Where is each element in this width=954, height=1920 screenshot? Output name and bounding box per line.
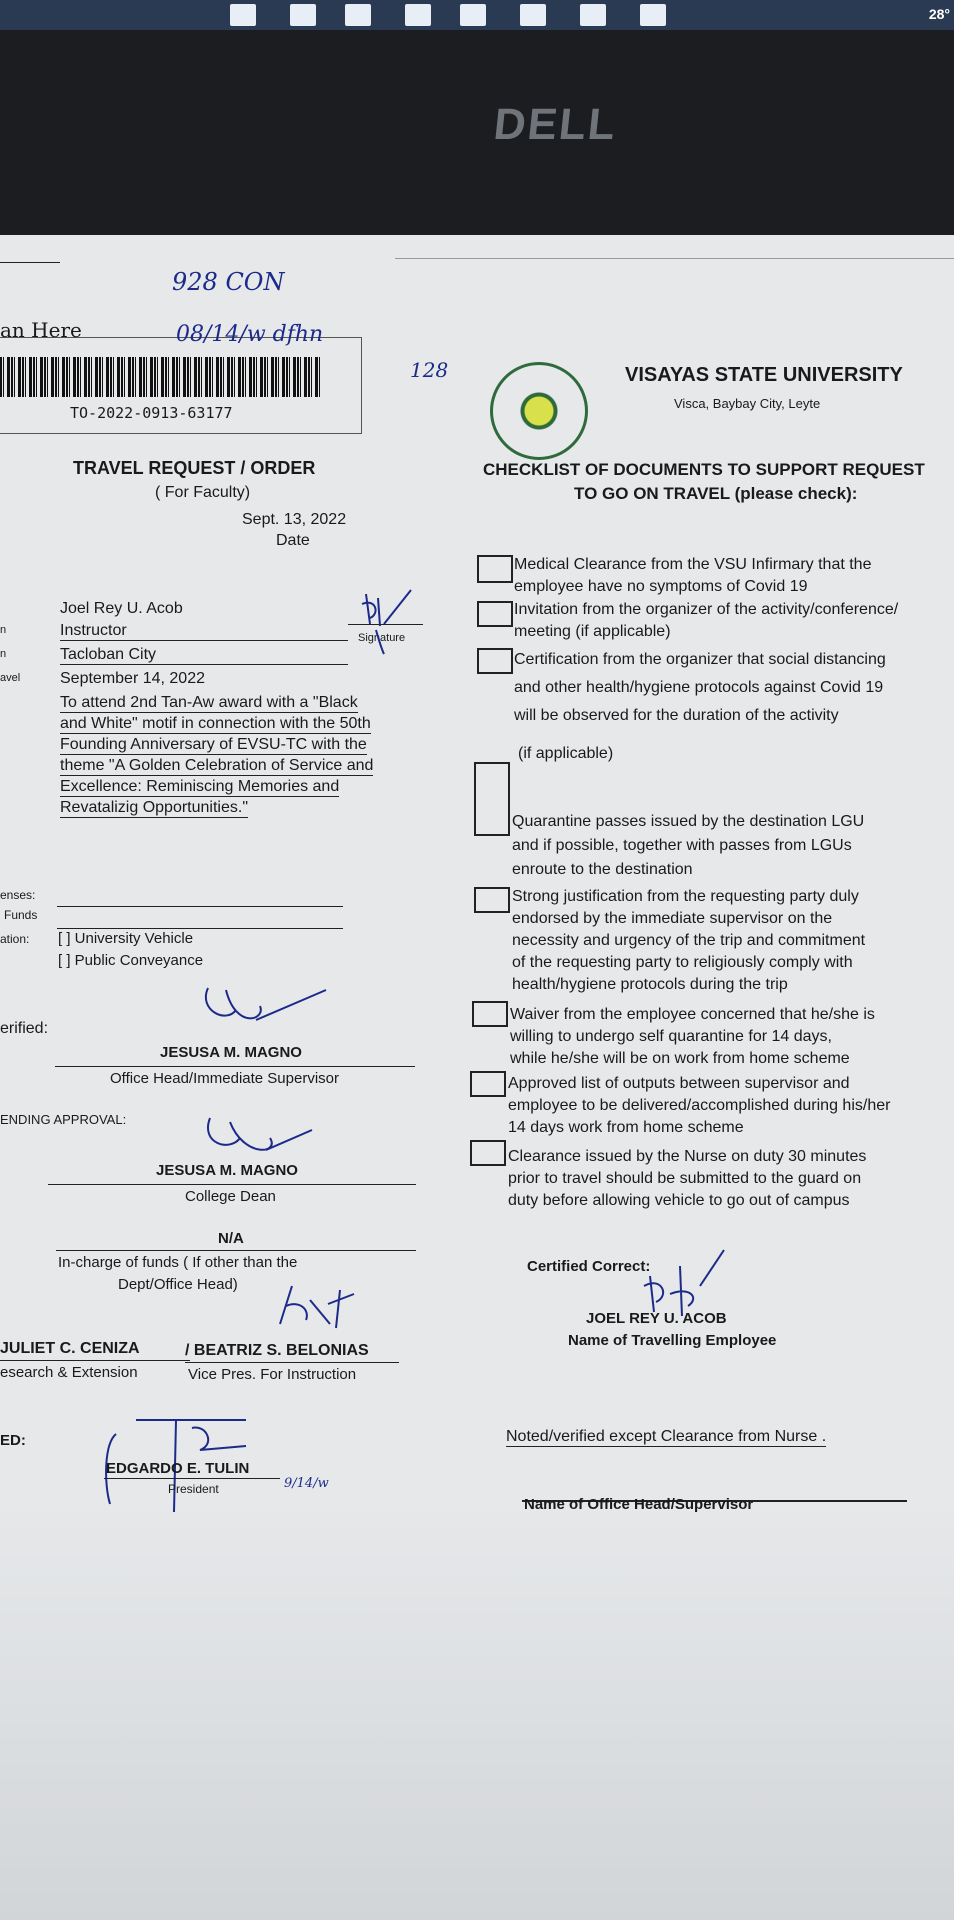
checklist-checkbox[interactable] — [474, 762, 510, 836]
checklist-checkbox[interactable] — [470, 1071, 506, 1097]
university-address: Visca, Baybay City, Leyte — [674, 396, 821, 411]
checklist-title: TO GO ON TRAVEL (please check): — [574, 484, 858, 503]
funds-line — [57, 928, 343, 929]
monitor-bezel — [0, 30, 954, 245]
purpose-line: theme "A Golden Celebration of Service and — [60, 757, 374, 774]
checklist-item-text: prior to travel should be submitted to the guard on — [508, 1170, 862, 1187]
monitor-logo: DELL — [491, 100, 620, 149]
certified-label: Certified Correct: — [527, 1258, 651, 1275]
vp-instruction-name: / BEATRIZ S. BELONIAS — [185, 1342, 369, 1359]
handwritten-note: 928 CON — [172, 268, 285, 296]
field-label: n — [0, 648, 7, 660]
vp-research-title: esearch & Extension — [0, 1364, 138, 1381]
checklist-item — [514, 646, 886, 768]
checklist-item-text: Invitation from the organizer of the activity/conference/ — [514, 601, 899, 618]
app-icon[interactable] — [640, 4, 666, 26]
vp-signature — [270, 1280, 370, 1340]
checklist-item-text: necessity and urgency of the trip and commitment — [512, 932, 866, 949]
name-value: Joel Rey U. Acob — [60, 600, 183, 617]
transport-option[interactable]: [ ] University Vehicle — [58, 930, 194, 947]
checklist-title: CHECKLIST OF DOCUMENTS TO SUPPORT REQUEST — [483, 460, 925, 479]
transport-label: ation: — [0, 932, 30, 946]
checklist-item — [508, 1146, 866, 1212]
signature-line — [0, 1360, 190, 1361]
signature-line — [48, 1184, 416, 1185]
checklist-item-text: Medical Clearance from the VSU Infirmary that the — [514, 556, 872, 573]
position-value: Instructor — [60, 622, 348, 641]
checklist-item-text: Quarantine passes issued by the destination LGU — [512, 813, 865, 830]
field-label: avel — [0, 672, 21, 684]
president-name: EDGARDO E. TULIN — [106, 1460, 250, 1477]
signature-line — [56, 1250, 416, 1251]
app-icon[interactable] — [290, 4, 316, 26]
checklist-item — [514, 599, 898, 643]
university-seal — [490, 362, 588, 460]
signature-line — [185, 1362, 399, 1363]
funds-in-charge-title: Dept/Office Head) — [118, 1276, 238, 1293]
app-icon[interactable] — [580, 4, 606, 26]
checklist-checkbox[interactable] — [477, 648, 513, 674]
field-label: n — [0, 624, 7, 636]
traveller-name: JOEL REY U. ACOB — [586, 1310, 727, 1327]
checklist-item-text: Certification from the organizer that social distancing — [514, 651, 886, 668]
purpose-block — [60, 694, 420, 818]
checklist-item-text: enroute to the destination — [512, 861, 693, 878]
purpose-line: Revatalizig Opportunities." — [60, 799, 248, 816]
dean-title: College Dean — [185, 1188, 276, 1205]
checklist-item-text: health/hygiene protocols during the trip — [512, 976, 788, 993]
applicant-signature — [356, 584, 416, 656]
purpose-line: and White" motif in connection with the 50th — [60, 715, 371, 732]
funds-label: Funds — [4, 908, 38, 922]
checklist-checkbox[interactable] — [472, 1001, 508, 1027]
supervisor-title: Office Head/Immediate Supervisor — [110, 1070, 339, 1087]
checklist-item-text: duty before allowing vehicle to go out of campus — [508, 1192, 850, 1209]
verified-label: erified: — [0, 1020, 49, 1037]
app-icon[interactable] — [405, 4, 431, 26]
university-name: VISAYAS STATE UNIVERSITY — [625, 364, 903, 386]
supervisor-name: JESUSA M. MAGNO — [160, 1044, 302, 1061]
president-title: President — [168, 1482, 219, 1496]
supervisor-signature — [196, 980, 336, 1040]
travel-date-value: September 14, 2022 — [60, 670, 205, 687]
destination-value: Tacloban City — [60, 646, 348, 665]
app-icon[interactable] — [520, 4, 546, 26]
expenses-label: enses: — [0, 888, 36, 902]
checklist-item-text: Clearance issued by the Nurse on duty 30 minutes — [508, 1148, 867, 1165]
handwritten-date: 9/14/w — [284, 1476, 329, 1491]
transport-option[interactable]: [ ] Public Conveyance — [58, 952, 204, 969]
vp-research-name: JULIET C. CENIZA — [0, 1340, 140, 1357]
funds-in-charge-value: N/A — [218, 1230, 244, 1247]
checklist-item-text: employee to be delivered/accomplished during his/her — [508, 1097, 891, 1114]
dean-name: JESUSA M. MAGNO — [156, 1162, 298, 1179]
date-value: Sept. 13, 2022 — [242, 511, 347, 528]
checklist-item-text: endorsed by the immediate supervisor on the — [512, 910, 833, 927]
divider — [0, 262, 60, 263]
checklist-checkbox[interactable] — [477, 601, 513, 627]
checklist-item-text: while he/she will be on work from home scheme — [510, 1050, 850, 1067]
scan-label: an Here — [0, 318, 82, 342]
checklist-item-text: Waiver from the employee concerned that he/she is — [510, 1006, 875, 1023]
app-icon[interactable] — [460, 4, 486, 26]
traveller-title: Name of Travelling Employee — [568, 1332, 777, 1349]
signature-line — [55, 1066, 415, 1067]
app-icon[interactable] — [345, 4, 371, 26]
checklist-item — [512, 810, 864, 882]
checklist-item-text: (if applicable) — [518, 745, 614, 762]
date-label: Date — [276, 532, 310, 549]
taskbar — [0, 0, 954, 30]
checklist-item-text: Approved list of outputs between supervisor and — [508, 1075, 850, 1092]
handwritten-note: 128 — [410, 358, 449, 382]
checklist-item-text: 14 days work from home scheme — [508, 1119, 744, 1136]
expenses-line — [57, 906, 343, 907]
form-subtitle: ( For Faculty) — [155, 484, 251, 501]
checklist-item-text: and if possible, together with passes from LGUs — [512, 837, 852, 854]
checklist-item — [508, 1073, 890, 1139]
form-title: TRAVEL REQUEST / ORDER — [73, 458, 316, 478]
checklist-item-text: of the requesting party to religiously comply with — [512, 954, 853, 971]
purpose-line: To attend 2nd Tan-Aw award with a "Black — [60, 694, 358, 711]
divider — [395, 258, 954, 259]
checklist-checkbox[interactable] — [470, 1140, 506, 1166]
checklist-item — [514, 554, 871, 598]
checklist-item — [512, 886, 865, 996]
purpose-line: Founding Anniversary of EVSU-TC with the — [60, 736, 367, 753]
funds-in-charge-title: In-charge of funds ( If other than the — [58, 1254, 298, 1271]
checklist-checkbox[interactable] — [477, 555, 513, 583]
weather-badge: 28° — [928, 6, 950, 22]
purpose-line: Excellence: Reminiscing Memories and — [60, 778, 340, 795]
checklist-item-text: Strong justification from the requesting party duly — [512, 888, 859, 905]
checklist-item-text: and other health/hygiene protocols against Covid 19 — [514, 679, 884, 696]
dean-signature — [200, 1108, 320, 1168]
handwritten-date: 08/14/w dfhn — [176, 322, 324, 347]
barcode-text: TO-2022-0913-63177 — [70, 404, 233, 422]
signature-label: Signature — [358, 632, 406, 644]
page-shadow — [0, 1500, 954, 1920]
barcode — [0, 357, 320, 397]
office-head-title: Name of Office Head/Supervisor — [524, 1496, 754, 1513]
checklist-item — [510, 1004, 875, 1070]
recommending-label: ENDING APPROVAL: — [0, 1112, 127, 1127]
checklist-item-text: willing to undergo self quarantine for 14 days, — [510, 1028, 832, 1045]
vp-instruction-title: Vice Pres. For Instruction — [188, 1366, 357, 1383]
checklist-item-text: employee have no symptoms of Covid 19 — [514, 578, 808, 595]
approved-label: ED: — [0, 1432, 26, 1449]
checklist-item-text: meeting (if applicable) — [514, 623, 671, 640]
checklist-checkbox[interactable] — [474, 887, 510, 913]
signature-line — [104, 1478, 280, 1479]
app-icon[interactable] — [230, 4, 256, 26]
checklist-item-text: will be observed for the duration of the activity — [514, 707, 839, 724]
noted-remark: Noted/verified except Clearance from Nurse . — [506, 1428, 827, 1445]
